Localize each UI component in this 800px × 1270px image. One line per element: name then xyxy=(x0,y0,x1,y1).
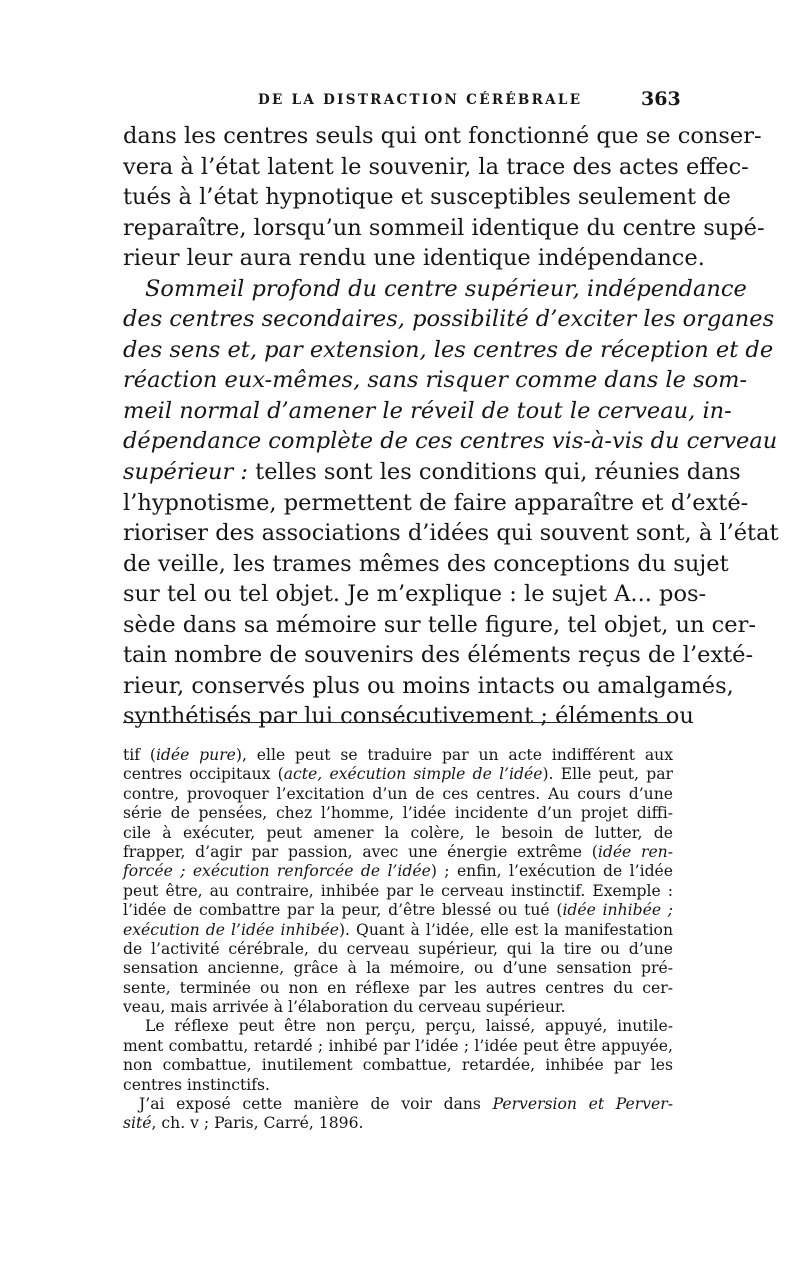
body-line: rioriser des associations d’idées qui souvent sont, à l’état xyxy=(123,520,779,547)
footnote-line: tif (idée pure), elle peut se traduire par un acte indifférent aux xyxy=(123,746,674,764)
running-head: DE LA DISTRACTION CÉRÉBRALE xyxy=(258,92,583,108)
body-line: de veille, les trames mêmes des conceptions du sujet xyxy=(123,550,729,577)
body-line: supérieur : telles sont les conditions qui, réunies dans xyxy=(123,459,741,486)
body-line: réaction eux-mêmes, sans risquer comme dans le som- xyxy=(123,367,748,394)
body-line: tués à l’état hypnotique et susceptibles seulement de xyxy=(123,184,731,211)
footnote-line: exécution de l’idée inhibée). Quant à l’idée, elle est la manifestation xyxy=(123,920,673,939)
footnote xyxy=(123,746,673,1134)
footnote-divider xyxy=(123,722,673,723)
footnote-line: forcée ; exécution renforcée de l’idée) ; enfin, l’exécution de l’idée xyxy=(123,862,674,881)
body-line: Sommeil profond du centre supérieur, indépendance xyxy=(145,275,747,302)
body-line: tain nombre de souvenirs des éléments reçus de l’exté- xyxy=(123,642,754,669)
footnote-line: série de pensées, chez l’homme, l’idée incidente d’un projet diffi- xyxy=(123,804,673,823)
body-line: dépendance complète de ces centres vis-à-vis du cerveau xyxy=(123,428,778,455)
footnote-line: contre, provoquer l’excitation d’un de ces centres. Au cours d’une xyxy=(123,784,673,803)
footnote-line: veau, mais arrivée à l’élaboration du cerveau supérieur. xyxy=(123,998,566,1017)
body-line: dans les centres seuls qui ont fonctionné que se conser- xyxy=(123,123,762,149)
page-number: 363 xyxy=(641,88,681,110)
footnote-line: sité, ch. v ; Paris, Carré, 1896. xyxy=(123,1114,364,1133)
footnote-line: ment combattu, retardé ; inhibé par l’idée ; l’idée peut être appuyée, xyxy=(123,1036,673,1055)
footnote-line: Le réflexe peut être non perçu, perçu, laissé, appuyé, inutile- xyxy=(145,1017,673,1036)
footnote-line: cile à exécuter, peut amener la colère, le besoin de lutter, de xyxy=(123,823,673,842)
footnote-line: centres occipitaux (acte, exécution simple de l’idée). Elle peut, par xyxy=(123,765,673,784)
footnote-line: J’ai exposé cette manière de voir dans Perversion et Perver- xyxy=(139,1095,673,1114)
body-text xyxy=(123,121,779,732)
footnote-line: centres instinctifs. xyxy=(123,1075,270,1094)
body-line: rieur leur aura rendu une identique indépendance. xyxy=(123,245,705,272)
body-line: synthétisés par lui consécutivement ; éléments ou xyxy=(123,703,694,730)
page-header xyxy=(0,88,800,118)
footnote-line: frapper, d’agir par passion, avec une énergie extrême (idée ren- xyxy=(123,842,673,861)
footnote-line: sensation ancienne, grâce à la mémoire, ou d’une sensation pré- xyxy=(123,959,673,978)
body-line: sur tel ou tel objet. Je m’explique : le sujet A... pos- xyxy=(123,581,707,608)
body-line: reparaître, lorsqu’un sommeil identique du centre supé- xyxy=(123,214,765,241)
body-line: vera à l’état latent le souvenir, la trace des actes effec- xyxy=(123,153,749,180)
footnote-line: non combattue, inutilement combattue, retardée, inhibée par les xyxy=(123,1056,673,1075)
body-line: sède dans sa mémoire sur telle figure, tel objet, un cer- xyxy=(123,611,756,638)
footnote-line: sente, terminée ou non en réflexe par les autres centres du cer- xyxy=(123,978,673,997)
footnote-line: de l’activité cérébrale, du cerveau supérieur, qui la tire ou d’une xyxy=(123,939,673,958)
footnote-line: l’idée de combattre par la peur, d’être blessé ou tué (idée inhibée ; xyxy=(123,901,673,920)
body-line: des sens et, par extension, les centres de réception et de xyxy=(123,336,774,363)
body-line: des centres secondaires, possibilité d’exciter les organes xyxy=(123,306,775,333)
footnote-line: peut être, au contraire, inhibée par le cerveau instinctif. Exemple : xyxy=(123,881,673,900)
body-line: meil normal d’amener le réveil de tout le cerveau, in- xyxy=(123,397,732,424)
body-line: rieur, conservés plus ou moins intacts ou amalgamés, xyxy=(123,672,734,699)
body-line: l’hypnotisme, permettent de faire apparaître et d’exté- xyxy=(123,489,749,516)
